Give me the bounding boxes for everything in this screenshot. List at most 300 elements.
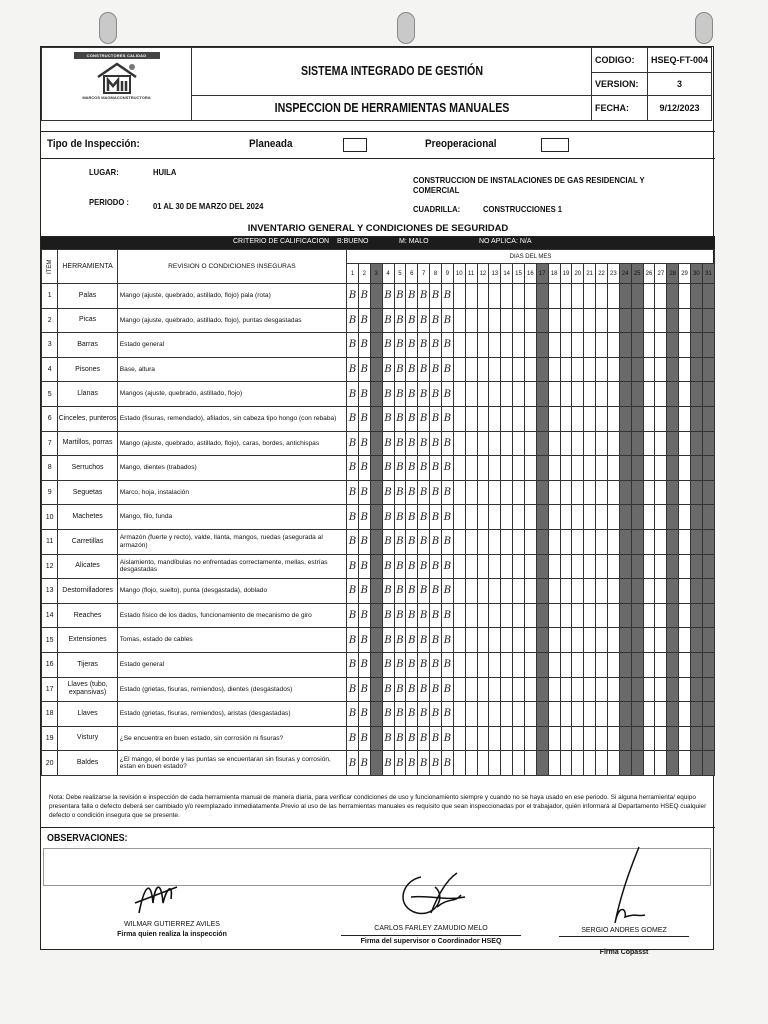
day-cell[interactable] [477,603,489,628]
day-cell[interactable]: B [358,702,370,727]
day-cell[interactable] [536,480,548,505]
day-cell[interactable] [607,579,619,604]
day-cell[interactable]: B [406,333,418,358]
day-cell[interactable] [702,579,714,604]
day-cell[interactable] [560,751,572,776]
day-cell[interactable] [477,284,489,309]
day-cell[interactable] [560,382,572,407]
day-cell[interactable]: B [406,357,418,382]
day-cell[interactable] [370,357,382,382]
day-cell[interactable] [690,406,702,431]
day-cell[interactable] [690,333,702,358]
day-cell[interactable] [524,431,536,456]
day-cell[interactable]: B [358,431,370,456]
day-cell[interactable]: B [358,603,370,628]
day-cell[interactable] [607,628,619,653]
day-cell[interactable] [702,751,714,776]
day-cell[interactable] [643,677,655,702]
day-cell[interactable] [619,677,631,702]
day-cell[interactable] [655,480,667,505]
day-cell[interactable] [513,603,525,628]
day-cell[interactable] [465,505,477,530]
day-cell[interactable] [513,456,525,481]
day-cell[interactable] [655,579,667,604]
day-cell[interactable] [536,431,548,456]
day-cell[interactable] [596,702,608,727]
day-cell[interactable] [489,751,501,776]
day-cell[interactable] [572,677,584,702]
day-cell[interactable] [489,308,501,333]
day-cell[interactable] [489,652,501,677]
day-cell[interactable] [643,652,655,677]
day-cell[interactable] [524,726,536,751]
day-cell[interactable]: B [358,726,370,751]
day-cell[interactable] [631,726,643,751]
day-cell[interactable] [572,554,584,579]
day-cell[interactable]: B [441,603,453,628]
day-cell[interactable] [548,702,560,727]
day-cell[interactable] [477,702,489,727]
day-cell[interactable] [572,603,584,628]
day-cell[interactable] [643,751,655,776]
day-cell[interactable] [536,308,548,333]
day-cell[interactable] [667,382,679,407]
day-cell[interactable] [465,751,477,776]
day-cell[interactable] [477,406,489,431]
day-cell[interactable] [465,529,477,554]
day-cell[interactable] [631,406,643,431]
day-cell[interactable] [607,554,619,579]
day-cell[interactable]: B [382,554,394,579]
day-cell[interactable] [489,456,501,481]
day-cell[interactable] [501,529,513,554]
day-cell[interactable] [619,357,631,382]
day-cell[interactable] [453,677,465,702]
day-cell[interactable] [690,554,702,579]
day-cell[interactable] [607,333,619,358]
day-cell[interactable] [370,603,382,628]
day-cell[interactable] [524,382,536,407]
day-cell[interactable] [643,505,655,530]
day-cell[interactable]: B [358,677,370,702]
day-cell[interactable] [501,382,513,407]
day-cell[interactable]: B [382,579,394,604]
day-cell[interactable]: B [418,333,430,358]
day-cell[interactable] [596,751,608,776]
day-cell[interactable] [643,357,655,382]
day-cell[interactable] [619,726,631,751]
day-cell[interactable] [572,431,584,456]
day-cell[interactable] [667,726,679,751]
day-cell[interactable]: B [441,333,453,358]
day-cell[interactable] [560,308,572,333]
day-cell[interactable] [501,431,513,456]
day-cell[interactable] [465,480,477,505]
day-cell[interactable] [501,333,513,358]
day-cell[interactable] [631,529,643,554]
day-cell[interactable] [643,480,655,505]
day-cell[interactable]: B [418,431,430,456]
day-cell[interactable] [584,431,596,456]
day-cell[interactable] [548,677,560,702]
day-cell[interactable] [513,529,525,554]
day-cell[interactable] [465,431,477,456]
day-cell[interactable] [477,333,489,358]
day-cell[interactable] [679,579,691,604]
day-cell[interactable] [560,284,572,309]
day-cell[interactable]: B [406,628,418,653]
day-cell[interactable] [667,456,679,481]
day-cell[interactable] [643,603,655,628]
day-cell[interactable]: B [382,603,394,628]
day-cell[interactable] [560,628,572,653]
day-cell[interactable] [690,751,702,776]
day-cell[interactable]: B [441,480,453,505]
day-cell[interactable]: B [347,554,359,579]
day-cell[interactable] [607,382,619,407]
day-cell[interactable]: B [394,529,406,554]
day-cell[interactable]: B [430,702,442,727]
day-cell[interactable] [655,628,667,653]
day-cell[interactable] [548,751,560,776]
day-cell[interactable] [596,382,608,407]
day-cell[interactable]: B [382,333,394,358]
day-cell[interactable] [667,357,679,382]
day-cell[interactable] [524,751,536,776]
day-cell[interactable] [572,652,584,677]
day-cell[interactable]: B [347,284,359,309]
day-cell[interactable] [572,357,584,382]
day-cell[interactable]: B [430,357,442,382]
day-cell[interactable] [513,505,525,530]
day-cell[interactable] [596,333,608,358]
day-cell[interactable]: B [382,505,394,530]
day-cell[interactable] [702,529,714,554]
day-cell[interactable] [631,308,643,333]
day-cell[interactable] [619,751,631,776]
day-cell[interactable]: B [430,456,442,481]
day-cell[interactable]: B [430,652,442,677]
day-cell[interactable] [584,333,596,358]
day-cell[interactable] [667,677,679,702]
day-cell[interactable] [560,603,572,628]
day-cell[interactable] [596,726,608,751]
day-cell[interactable]: B [430,726,442,751]
day-cell[interactable] [548,382,560,407]
day-cell[interactable] [607,505,619,530]
day-cell[interactable]: B [358,628,370,653]
day-cell[interactable] [524,554,536,579]
day-cell[interactable] [690,628,702,653]
day-cell[interactable]: B [406,726,418,751]
day-cell[interactable]: B [394,357,406,382]
day-cell[interactable]: B [441,284,453,309]
day-cell[interactable] [477,357,489,382]
day-cell[interactable]: B [358,333,370,358]
day-cell[interactable]: B [418,652,430,677]
day-cell[interactable]: B [406,284,418,309]
day-cell[interactable]: B [347,603,359,628]
day-cell[interactable] [679,628,691,653]
day-cell[interactable] [690,726,702,751]
day-cell[interactable] [453,333,465,358]
day-cell[interactable] [572,284,584,309]
day-cell[interactable] [370,726,382,751]
day-cell[interactable] [607,308,619,333]
day-cell[interactable]: B [441,406,453,431]
day-cell[interactable]: B [394,702,406,727]
day-cell[interactable] [572,702,584,727]
day-cell[interactable] [370,529,382,554]
day-cell[interactable] [619,603,631,628]
day-cell[interactable] [690,652,702,677]
day-cell[interactable] [643,431,655,456]
day-cell[interactable] [690,431,702,456]
day-cell[interactable] [513,579,525,604]
day-cell[interactable] [489,579,501,604]
day-cell[interactable]: B [382,357,394,382]
day-cell[interactable] [501,406,513,431]
day-cell[interactable] [619,628,631,653]
day-cell[interactable] [501,677,513,702]
day-cell[interactable] [489,505,501,530]
day-cell[interactable] [690,702,702,727]
day-cell[interactable] [631,628,643,653]
day-cell[interactable] [655,529,667,554]
day-cell[interactable] [667,554,679,579]
day-cell[interactable] [560,333,572,358]
day-cell[interactable]: B [394,480,406,505]
day-cell[interactable]: B [394,554,406,579]
day-cell[interactable] [619,652,631,677]
day-cell[interactable] [513,628,525,653]
day-cell[interactable]: B [382,284,394,309]
day-cell[interactable] [702,357,714,382]
day-cell[interactable]: B [347,579,359,604]
day-cell[interactable] [596,456,608,481]
day-cell[interactable] [501,308,513,333]
day-cell[interactable]: B [430,677,442,702]
day-cell[interactable] [477,480,489,505]
day-cell[interactable] [524,456,536,481]
day-cell[interactable]: B [406,702,418,727]
day-cell[interactable] [690,308,702,333]
day-cell[interactable] [548,480,560,505]
day-cell[interactable] [536,751,548,776]
day-cell[interactable] [679,554,691,579]
day-cell[interactable] [667,628,679,653]
day-cell[interactable]: B [394,431,406,456]
day-cell[interactable] [453,431,465,456]
day-cell[interactable] [667,702,679,727]
day-cell[interactable] [584,751,596,776]
day-cell[interactable] [536,652,548,677]
day-cell[interactable] [679,505,691,530]
day-cell[interactable]: B [406,431,418,456]
day-cell[interactable] [370,333,382,358]
day-cell[interactable] [513,554,525,579]
day-cell[interactable] [536,333,548,358]
day-cell[interactable]: B [418,702,430,727]
day-cell[interactable]: B [358,554,370,579]
day-cell[interactable]: B [430,333,442,358]
day-cell[interactable] [643,702,655,727]
day-cell[interactable] [679,382,691,407]
day-cell[interactable] [596,603,608,628]
day-cell[interactable] [453,751,465,776]
day-cell[interactable]: B [418,554,430,579]
day-cell[interactable] [584,456,596,481]
day-cell[interactable]: B [394,677,406,702]
day-cell[interactable]: B [441,628,453,653]
day-cell[interactable]: B [347,431,359,456]
day-cell[interactable] [370,677,382,702]
day-cell[interactable] [631,480,643,505]
day-cell[interactable] [477,652,489,677]
day-cell[interactable] [501,357,513,382]
day-cell[interactable] [465,579,477,604]
day-cell[interactable] [501,726,513,751]
day-cell[interactable] [465,406,477,431]
day-cell[interactable] [548,652,560,677]
day-cell[interactable] [453,406,465,431]
day-cell[interactable] [560,726,572,751]
day-cell[interactable]: B [430,529,442,554]
day-cell[interactable] [489,284,501,309]
day-cell[interactable] [655,652,667,677]
day-cell[interactable] [655,726,667,751]
day-cell[interactable] [513,726,525,751]
day-cell[interactable] [702,677,714,702]
day-cell[interactable]: B [406,751,418,776]
day-cell[interactable]: B [382,382,394,407]
day-cell[interactable] [631,357,643,382]
day-cell[interactable]: B [382,726,394,751]
day-cell[interactable]: B [358,751,370,776]
day-cell[interactable] [631,505,643,530]
day-cell[interactable] [513,308,525,333]
day-cell[interactable] [679,431,691,456]
day-cell[interactable]: B [441,726,453,751]
day-cell[interactable]: B [358,284,370,309]
day-cell[interactable] [643,628,655,653]
day-cell[interactable]: B [394,284,406,309]
day-cell[interactable] [536,603,548,628]
day-cell[interactable] [596,505,608,530]
day-cell[interactable] [655,406,667,431]
day-cell[interactable] [560,579,572,604]
day-cell[interactable] [501,652,513,677]
day-cell[interactable] [702,431,714,456]
day-cell[interactable] [643,726,655,751]
day-cell[interactable]: B [418,603,430,628]
day-cell[interactable]: B [394,333,406,358]
day-cell[interactable] [453,603,465,628]
day-cell[interactable] [370,505,382,530]
day-cell[interactable]: B [347,505,359,530]
day-cell[interactable] [607,603,619,628]
day-cell[interactable] [655,554,667,579]
day-cell[interactable] [477,554,489,579]
day-cell[interactable] [501,628,513,653]
day-cell[interactable] [465,652,477,677]
day-cell[interactable] [548,505,560,530]
day-cell[interactable] [489,702,501,727]
day-cell[interactable]: B [406,579,418,604]
day-cell[interactable]: B [418,628,430,653]
day-cell[interactable] [679,456,691,481]
day-cell[interactable] [477,751,489,776]
day-cell[interactable] [524,357,536,382]
day-cell[interactable] [572,726,584,751]
day-cell[interactable] [619,406,631,431]
day-cell[interactable] [501,480,513,505]
day-cell[interactable] [690,357,702,382]
day-cell[interactable] [596,652,608,677]
day-cell[interactable]: B [382,652,394,677]
day-cell[interactable]: B [358,308,370,333]
day-cell[interactable] [572,505,584,530]
day-cell[interactable] [607,406,619,431]
day-cell[interactable] [667,480,679,505]
day-cell[interactable] [607,529,619,554]
day-cell[interactable] [607,652,619,677]
day-cell[interactable] [584,652,596,677]
day-cell[interactable] [465,284,477,309]
day-cell[interactable] [690,284,702,309]
day-cell[interactable] [465,702,477,727]
day-cell[interactable] [477,628,489,653]
day-cell[interactable] [524,333,536,358]
day-cell[interactable] [560,406,572,431]
day-cell[interactable] [477,677,489,702]
day-cell[interactable] [560,677,572,702]
day-cell[interactable] [524,652,536,677]
day-cell[interactable] [524,284,536,309]
day-cell[interactable] [619,480,631,505]
day-cell[interactable] [548,406,560,431]
day-cell[interactable] [536,677,548,702]
day-cell[interactable] [690,579,702,604]
day-cell[interactable]: B [418,284,430,309]
day-cell[interactable] [584,579,596,604]
day-cell[interactable] [667,505,679,530]
day-cell[interactable] [655,751,667,776]
day-cell[interactable] [631,702,643,727]
day-cell[interactable] [548,333,560,358]
day-cell[interactable] [489,382,501,407]
day-cell[interactable] [702,456,714,481]
day-cell[interactable] [548,554,560,579]
day-cell[interactable] [702,652,714,677]
day-cell[interactable]: B [347,456,359,481]
day-cell[interactable] [679,284,691,309]
day-cell[interactable] [501,456,513,481]
day-cell[interactable] [655,357,667,382]
day-cell[interactable]: B [430,382,442,407]
day-cell[interactable] [370,751,382,776]
day-cell[interactable] [548,284,560,309]
day-cell[interactable] [679,333,691,358]
day-cell[interactable] [370,456,382,481]
day-cell[interactable] [453,480,465,505]
day-cell[interactable] [619,382,631,407]
day-cell[interactable] [655,505,667,530]
day-cell[interactable] [536,726,548,751]
day-cell[interactable] [596,406,608,431]
day-cell[interactable]: B [406,529,418,554]
day-cell[interactable] [655,456,667,481]
